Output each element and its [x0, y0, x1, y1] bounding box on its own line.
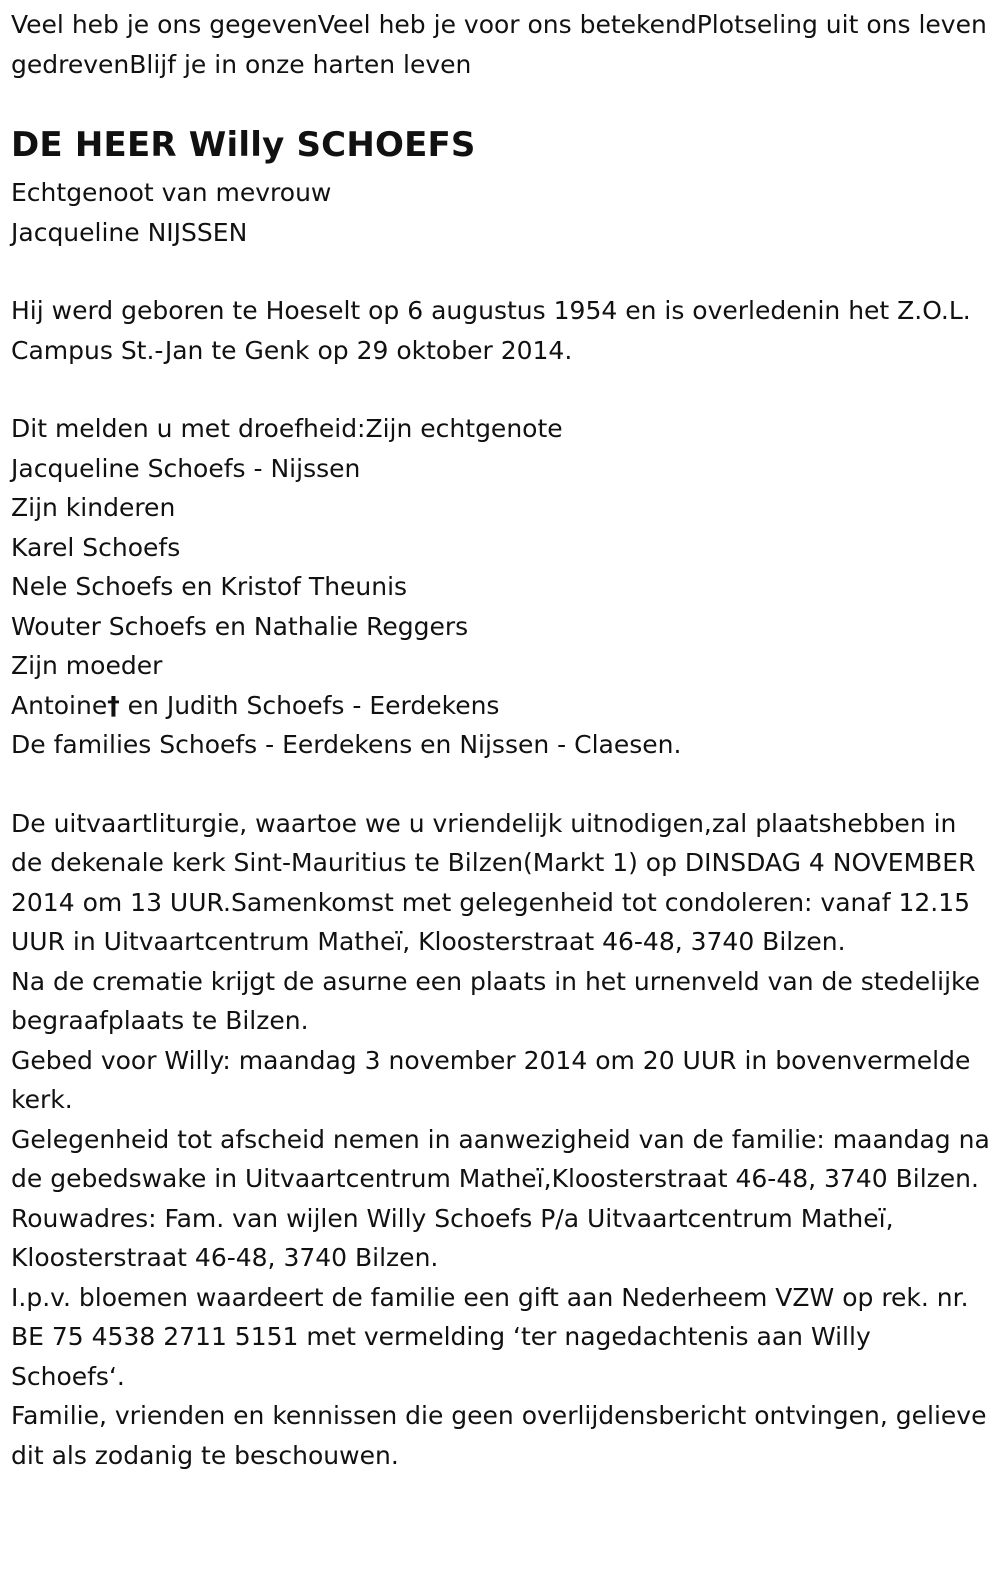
children-label: Zijn kinderen [11, 493, 176, 522]
spouse-intro: Echtgenoot van mevrouw [11, 178, 332, 207]
details-block [11, 804, 990, 1476]
deceased-name: DE HEER Willy SCHOEFS [11, 125, 476, 165]
parents-line [11, 686, 990, 726]
family-intro: Dit melden u met droefheid:Zijn echtgenote [11, 414, 563, 443]
spouse-name: Jacqueline NIJSSEN [11, 217, 248, 247]
mourning-address: Rouwadres: Fam. van wijlen Willy Schoefs P/a Uitvaartcentrum Matheï, Kloosterstraat 46-48, 3740 Bilzen. [11, 1203, 894, 1272]
child-2: Nele Schoefs en Kristof Theunis [11, 572, 408, 601]
family-spouse: Jacqueline Schoefs - Nijssen [11, 453, 361, 483]
birth-death-text: Hij werd geboren te Hoeselt op 6 augustus 1954 en is overledenin het Z.O.L. Campus St.-Jan te Genk op 29 oktober 2014. [11, 296, 971, 365]
motto-text: Veel heb je ons gegevenVeel heb je voor ons betekendPlotseling uit ons leven gedrevenBlijf je in onze harten leven [11, 10, 987, 79]
notice-text: Familie, vrienden en kennissen die geen overlijdensbericht ontvingen, gelieve dit als zodanig te beschouwen. [11, 1401, 987, 1470]
prayer-text: Gebed voor Willy: maandag 3 november 2014 om 20 UUR in bovenvermelde kerk. [11, 1045, 971, 1114]
child-3: Wouter Schoefs en Nathalie Reggers [11, 611, 469, 641]
father-name: Antoine [11, 690, 108, 720]
families-line: De families Schoefs - Eerdekens en Nijssen - Claesen. [11, 730, 682, 759]
mother-label: Zijn moeder [11, 651, 163, 680]
spouse-block [11, 173, 990, 252]
liturgy-text: De uitvaartliturgie, waartoe we u vriendelijk uitnodigen,zal plaatshebben in de dekenale kerk Sint-Mauritius te Bilzen(Markt 1) op DINSDAG 4 NOVEMBER 2014 om 13 UUR.Samenkomst met gelegenheid tot condoleren: vanaf 12.15 UUR in Uitvaartcentrum Matheï, Kloosterstraat 46-48, 3740 Bilzen. [11, 808, 976, 956]
farewell-text: Gelegenheid tot afscheid nemen in aanwezigheid van de familie: maandag na de gebedswake in Uitvaartcentrum Matheï,Kloosterstraat 46-48, 3740 Bilzen. [11, 1124, 990, 1193]
cross-icon: † [107, 690, 120, 720]
gift-text: I.p.v. bloemen waardeert de familie een gift aan Nederheem VZW op rek. nr. BE 75 4538 2711 5151 met vermelding ‘ter nagedachtenis aan Willy Schoefs‘. [11, 1282, 969, 1391]
family-block [11, 409, 990, 765]
child-1: Karel Schoefs [11, 532, 181, 562]
cremation-text: Na de crematie krijgt de asurne een plaats in het urnenveld van de stedelijke begraafplaats te Bilzen. [11, 966, 980, 1035]
mother-name: en Judith Schoefs - Eerdekens [119, 690, 500, 720]
